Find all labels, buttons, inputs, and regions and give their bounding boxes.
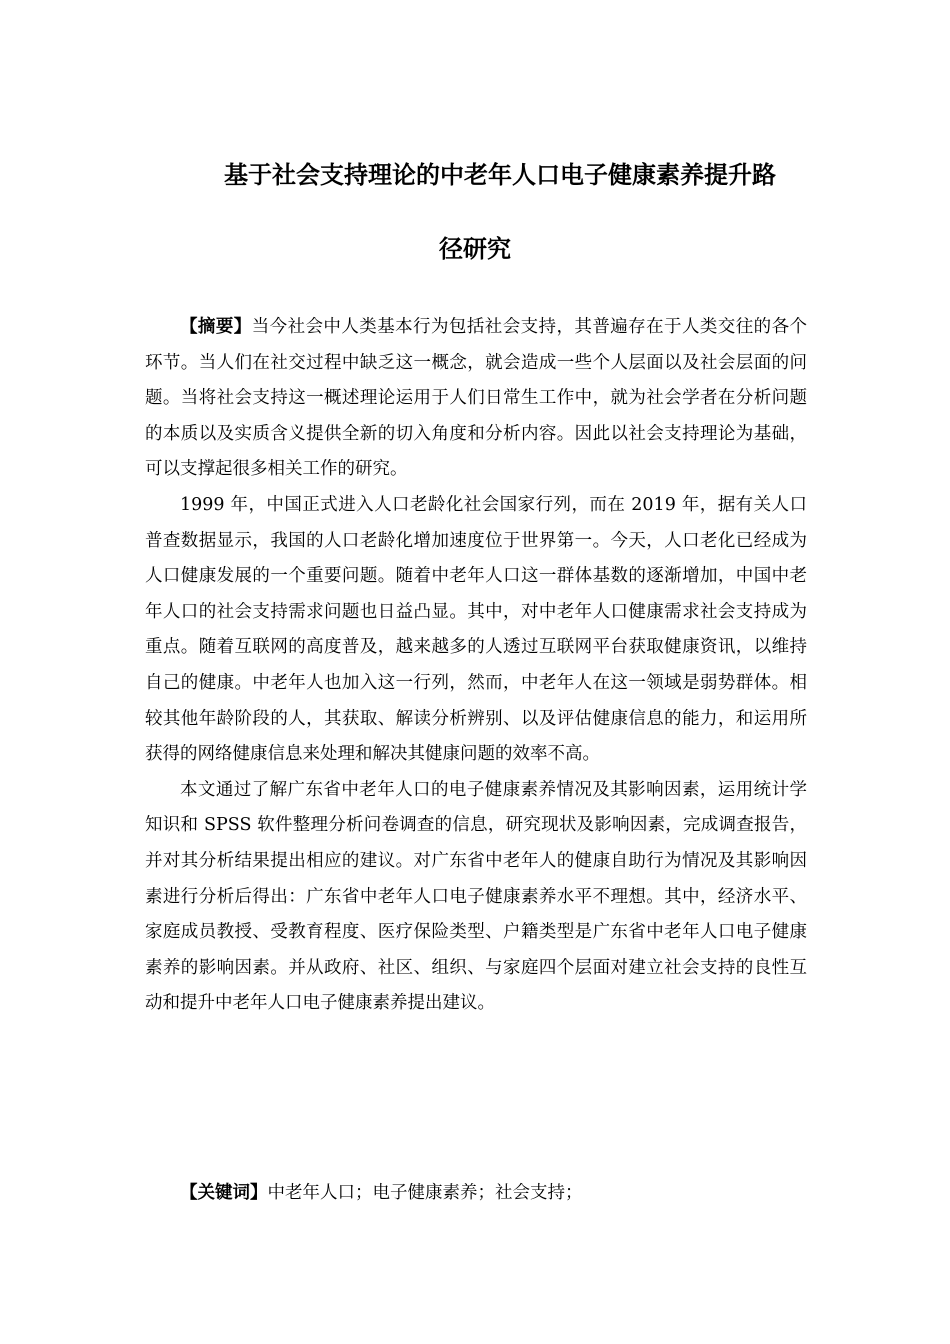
- abstract-label: 【摘要】: [180, 317, 252, 337]
- abstract-paragraph-1: [145, 310, 807, 488]
- abstract-paragraph-2: 1999 年，中国正式进入人口老龄化社会国家行列，而在 2019 年，据有关人口普查数据显示，我国的人口老龄化增加速度位于世界第一。今天，人口老化已经成为人口健康发展的一个重要问题。随着中老年人口这一群体基数的逐渐增加，中国中老年人口的社会支持需求问题也日益凸显。其中，对中老年人口健康需求社会支持成为重点。随着互联网的高度普及，越来越多的人透过互联网平台获取健康资讯，以维持自己的健康。中老年人也加入这一行列，然而，中老年人在这一领域是弱势群体。相较其他年龄阶段的人，其获取、解读分析辨别、以及评估健康信息的能力，和运用所获得的网络健康信息来处理和解决其健康问题的效率不高。: [145, 494, 807, 765]
- keywords-label: 【关键词】: [180, 1183, 268, 1203]
- keywords-text: 中老年人口；电子健康素养；社会支持；: [267, 1183, 583, 1203]
- abstract-section: [145, 310, 807, 1022]
- title-line-2: 径研究: [439, 235, 511, 263]
- title-line-1: 基于社会支持理论的中老年人口电子健康素养提升路: [224, 161, 776, 189]
- abstract-text-1: 当今社会中人类基本行为包括社会支持，其普遍存在于人类交往的各个环节。当人们在社交过程中缺乏这一概念，就会造成一些个人层面以及社会层面的问题。当将社会支持这一概述理论运用于人们日常生工作中，就为社会学者在分析问题的本质以及实质含义提供全新的切入角度和分析内容。因此以社会支持理论为基础，可以支撑起很多相关工作的研究。: [145, 317, 808, 480]
- abstract-paragraph-3: 本文通过了解广东省中老年人口的电子健康素养情况及其影响因素，运用统计学知识和 SPSS 软件整理分析问卷调查的信息，研究现状及影响因素，完成调查报告，并对其分析结果提出相应的建议。对广东省中老年人的健康自助行为情况及其影响因素进行分析后得出：广东省中老年人口电子健康素养水平不理想。其中，经济水平、家庭成员教授、受教育程度、医疗保险类型、户籍类型是广东省中老年人口电子健康素养的影响因素。并从政府、社区、组织、与家庭四个层面对建立社会支持的良性互动和提升中老年人口电子健康素养提出建议。: [145, 779, 807, 1014]
- keywords-line: [145, 1176, 807, 1211]
